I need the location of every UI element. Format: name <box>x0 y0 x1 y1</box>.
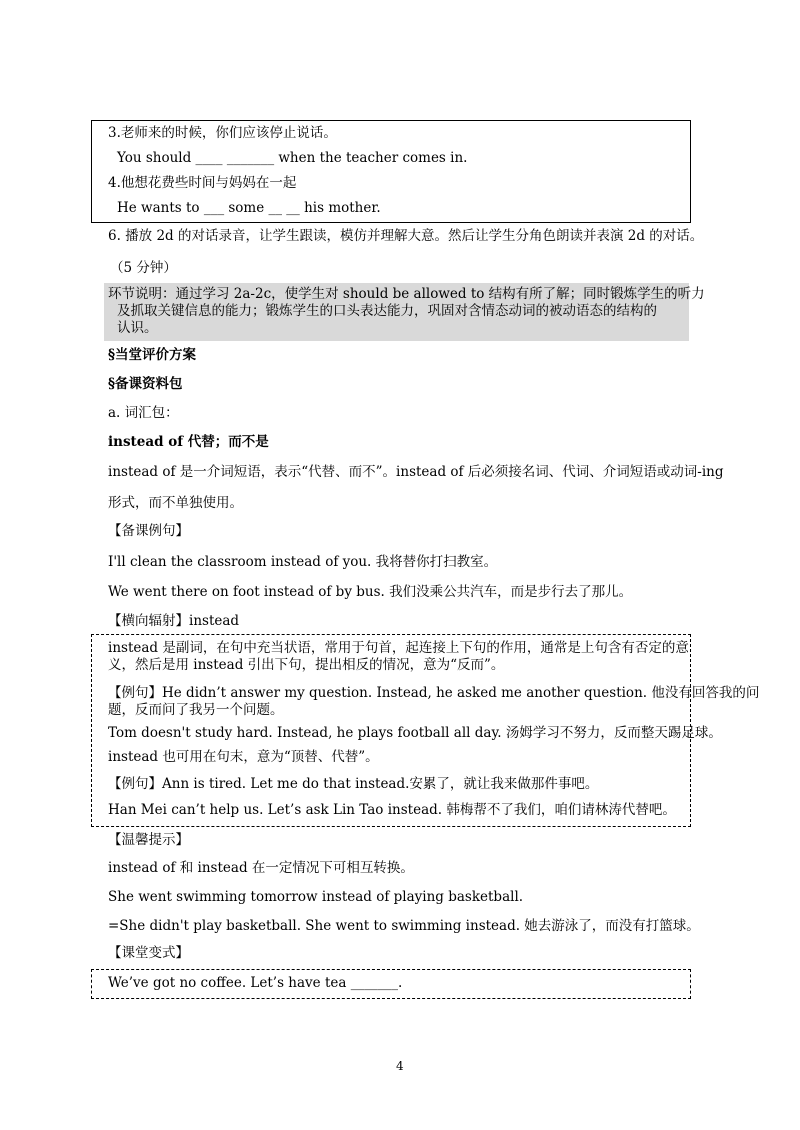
usage-para-1-line-2: 义，然后是用 instead 引出下句，提出相反的情况，意为“反而”。 <box>108 657 505 673</box>
examples-label: 【备课例句】 <box>108 523 189 539</box>
tips-line-3: =She didn't play basketball. She went to swimming instead. 她去游泳了，而没有打篮球。 <box>108 918 700 934</box>
tips-line-1: instead of 和 instead 在一定情况下可相互转换。 <box>108 860 414 876</box>
usage-example-1-line-1: 【例句】He didn’t answer my question. Instead, he asked me another question. 他没有回答我的问 <box>108 685 760 701</box>
exercise-q3-english: You should ____ _______ when the teacher comes in. <box>117 150 468 166</box>
tips-line-2: She went swimming tomorrow instead of playing basketball. <box>108 889 524 905</box>
exercise-q4-english: He wants to ___ some __ __ his mother. <box>117 200 381 216</box>
radiation-label: 【横向辐射】instead <box>108 613 240 629</box>
usage-example-1-line-2: 题，反而问了我另一个问题。 <box>108 702 284 718</box>
usage-example-2: Tom doesn't study hard. Instead, he plays football all day. 汤姆学习不努力，反而整天踢足球。 <box>108 725 722 741</box>
usage-para-1-line-1: instead 是副词，在句中充当状语，常用于句首，起连接上下句的作用，通常是上句含有否定的意 <box>108 640 689 656</box>
vocab-term: instead of 代替；而不是 <box>108 434 269 450</box>
example-sentence-1: I'll clean the classroom instead of you. 我将替你打扫教室。 <box>108 554 498 570</box>
exercise-q3-chinese: 3.老师来的时候，你们应该停止说话。 <box>108 125 337 141</box>
practice-question: We’ve got no coffee. Let’s have tea _______. <box>108 975 403 991</box>
section-note-line-2: 及抓取关键信息的能力；锻炼学生的口头表达能力，巩固对含情态动词的被动语态的结构的 <box>117 303 657 319</box>
example-sentence-2: We went there on foot instead of by bus. 我们没乘公共汽车，而是步行去了那儿。 <box>108 584 633 600</box>
section-note-line-3: 认识。 <box>117 320 158 336</box>
tips-label: 【温馨提示】 <box>108 832 189 848</box>
usage-example-4: Han Mei can’t help us. Let’s ask Lin Tao instead. 韩梅帮不了我们，咱们请林涛代替吧。 <box>108 802 676 818</box>
heading-evaluation: §当堂评价方案 <box>108 347 197 363</box>
section-note-line-1: 环节说明：通过学习 2a-2c，使学生对 should be allowed to 结构有所了解；同时锻炼学生的听力 <box>108 286 705 302</box>
exercise-q4-chinese: 4.他想花费些时间与妈妈在一起 <box>108 175 297 191</box>
practice-label: 【课堂变式】 <box>108 945 189 961</box>
usage-para-2: instead 也可用在句末，意为“顶替、代替”。 <box>108 749 379 765</box>
vocab-label: a. 词汇包： <box>108 405 179 421</box>
heading-resources: §备课资料包 <box>108 376 183 392</box>
page-number: 4 <box>396 1059 404 1073</box>
vocab-description-line-1: instead of 是一介词短语，表示“代替、而不”。instead of 后必须接名词、代词、介词短语或动词-ing <box>108 464 724 480</box>
step-6-time: （5 分钟） <box>110 260 177 276</box>
step-6-text: 6. 播放 2d 的对话录音，让学生跟读，模仿并理解大意。然后让学生分角色朗读并表演 2d 的对话。 <box>108 228 704 244</box>
usage-example-3: 【例句】Ann is tired. Let me do that instead.安累了，就让我来做那件事吧。 <box>108 776 599 792</box>
vocab-description-line-2: 形式，而不单独使用。 <box>108 495 243 511</box>
